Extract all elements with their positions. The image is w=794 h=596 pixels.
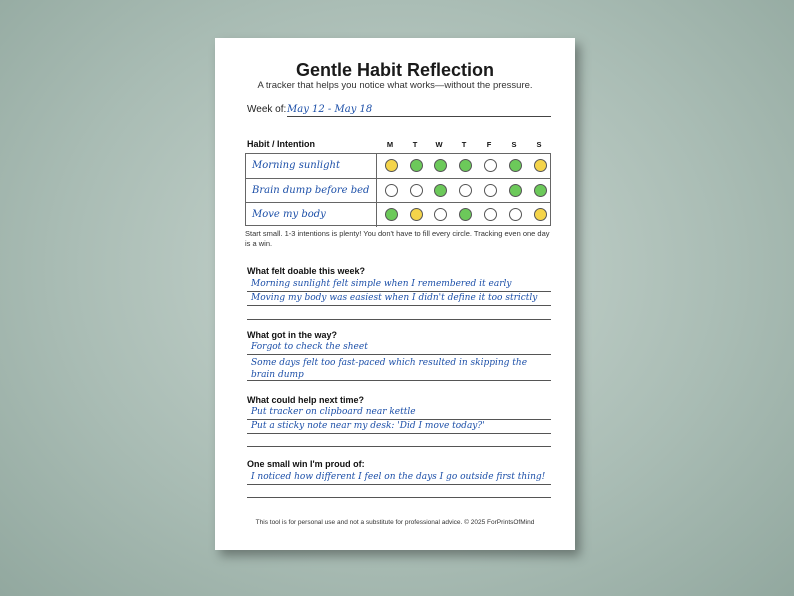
day-circle-empty[interactable] xyxy=(459,184,472,197)
habit-row xyxy=(246,154,550,178)
habit-name: Move my body xyxy=(246,203,377,227)
day-circle-green[interactable] xyxy=(385,208,398,221)
day-circle-empty[interactable] xyxy=(509,208,522,221)
answer-line[interactable]: Put a sticky note near my desk: 'Did I move today?' xyxy=(247,421,551,434)
day-circle-empty[interactable] xyxy=(434,208,447,221)
day-circle-green[interactable] xyxy=(509,184,522,197)
answer-line[interactable] xyxy=(247,434,551,447)
day-circle-green[interactable] xyxy=(459,208,472,221)
answer-line[interactable]: Some days felt too fast-paced which resulted in skipping the brain dump xyxy=(247,357,551,381)
answer-line[interactable] xyxy=(247,307,551,320)
day-circle-yellow[interactable] xyxy=(385,159,398,172)
day-circle-yellow[interactable] xyxy=(410,208,423,221)
habit-name: Brain dump before bed xyxy=(246,179,377,203)
day-circle-green[interactable] xyxy=(509,159,522,172)
habit-row xyxy=(246,178,550,203)
week-label: Week of: xyxy=(247,104,287,115)
habit-name: Morning sunlight xyxy=(246,154,377,178)
day-header-wed: W xyxy=(435,140,443,149)
page-subtitle: A tracker that helps you notice what works—without the pressure. xyxy=(257,80,533,91)
day-circle-yellow[interactable] xyxy=(534,208,547,221)
week-value: May 12 - May 18 xyxy=(287,104,551,117)
tracker-note: Start small. 1-3 intentions is plenty! You don't have to fill every circle. Tracking even one day is a win. xyxy=(245,229,550,248)
question-next-time: What could help next time? xyxy=(247,395,365,405)
page-footer: This tool is for personal use and not a substitute for professional advice. © 2025 ForPrintsOfMind xyxy=(255,519,535,526)
day-circle-empty[interactable] xyxy=(410,184,423,197)
day-circle-empty[interactable] xyxy=(484,184,497,197)
day-circle-empty[interactable] xyxy=(484,208,497,221)
habit-column-header: Habit / Intention xyxy=(247,139,315,149)
habit-tracker-grid xyxy=(245,153,551,226)
day-header-sat: S xyxy=(511,140,517,149)
answer-line[interactable] xyxy=(247,485,551,498)
day-circle-empty[interactable] xyxy=(484,159,497,172)
question-small-win: One small win I'm proud of: xyxy=(247,459,365,469)
answer-line[interactable]: Forgot to check the sheet xyxy=(247,342,551,355)
day-header-fri: F xyxy=(486,140,492,149)
habit-row xyxy=(246,202,550,227)
answer-line[interactable]: Moving my body was easiest when I didn't define it too strictly xyxy=(247,293,551,306)
day-header-mon: M xyxy=(386,140,394,149)
answer-line[interactable]: Morning sunlight felt simple when I remembered it early xyxy=(247,279,551,292)
day-header-thu: T xyxy=(461,140,467,149)
day-circle-green[interactable] xyxy=(534,184,547,197)
answer-line[interactable]: Put tracker on clipboard near kettle xyxy=(247,407,551,420)
question-obstacles: What got in the way? xyxy=(247,330,337,340)
day-circle-green[interactable] xyxy=(410,159,423,172)
day-circle-empty[interactable] xyxy=(385,184,398,197)
day-header-sun: S xyxy=(536,140,542,149)
day-circle-green[interactable] xyxy=(434,184,447,197)
day-header-tue: T xyxy=(412,140,418,149)
day-circle-green[interactable] xyxy=(434,159,447,172)
day-circle-green[interactable] xyxy=(459,159,472,172)
worksheet-page xyxy=(215,38,575,550)
question-doable: What felt doable this week? xyxy=(247,266,366,276)
day-circle-yellow[interactable] xyxy=(534,159,547,172)
answer-line[interactable]: I noticed how different I feel on the days I go outside first thing! xyxy=(247,472,551,485)
page-title: Gentle Habit Reflection xyxy=(295,60,495,80)
